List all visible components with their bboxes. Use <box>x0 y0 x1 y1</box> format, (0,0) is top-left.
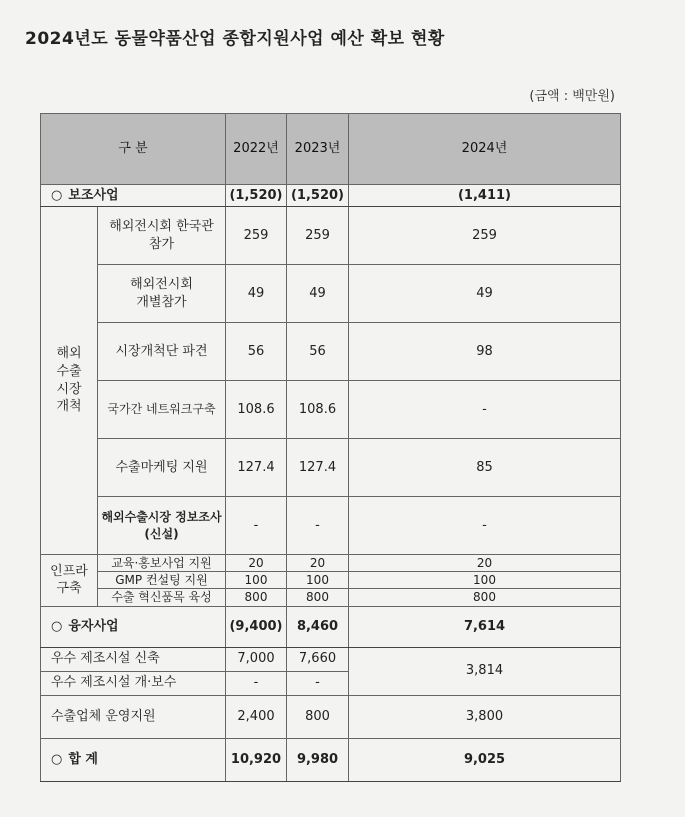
cell: 10,920 <box>226 738 287 781</box>
cell: 7,614 <box>349 606 621 647</box>
cell: 49 <box>287 265 349 323</box>
header-2022: 2022년 <box>226 114 287 185</box>
table-row <box>41 589 621 606</box>
table-row <box>41 555 621 572</box>
cell: 127.4 <box>226 439 287 497</box>
row-label: 수출 혁신품목 육성 <box>98 589 226 606</box>
row-label: 국가간 네트워크구축 <box>98 381 226 439</box>
cell: (1,520) <box>226 185 287 207</box>
cell: 800 <box>226 589 287 606</box>
row-label: 교육·홍보사업 지원 <box>98 555 226 572</box>
cell: 259 <box>349 207 621 265</box>
cell: 259 <box>226 207 287 265</box>
cell: 20 <box>226 555 287 572</box>
cell-merged-2024: 3,814 <box>349 647 621 695</box>
cell: 800 <box>349 589 621 606</box>
cell: 49 <box>349 265 621 323</box>
total-label: ○ 합 계 <box>41 738 226 781</box>
cell: 800 <box>287 695 349 738</box>
row-label: 수출업체 운영지원 <box>41 695 226 738</box>
section-loan-label: ○ 융자사업 <box>41 606 226 647</box>
circle-icon: ○ <box>51 751 63 767</box>
cell: 20 <box>287 555 349 572</box>
row-label: 시장개척단 파견 <box>98 323 226 381</box>
cell: - <box>287 671 349 695</box>
budget-table <box>40 113 621 782</box>
table-row <box>41 497 621 555</box>
cell: - <box>287 497 349 555</box>
row-label: 수출마케팅 지원 <box>98 439 226 497</box>
cell: (9,400) <box>226 606 287 647</box>
circle-icon: ○ <box>51 187 63 203</box>
cell: 127.4 <box>287 439 349 497</box>
cell: 7,000 <box>226 647 287 671</box>
group-export-label: 해외 수출 시장 개척 <box>41 207 98 555</box>
row-label: 해외전시회 개별참가 <box>98 265 226 323</box>
header-2024: 2024년 <box>349 114 621 185</box>
cell: 100 <box>226 572 287 589</box>
row-label: GMP 컨설팅 지원 <box>98 572 226 589</box>
cell: 108.6 <box>287 381 349 439</box>
cell: 49 <box>226 265 287 323</box>
row-label: 해외수출시장 정보조사 (신설) <box>98 497 226 555</box>
cell: 56 <box>287 323 349 381</box>
total-row <box>41 738 621 781</box>
cell: 100 <box>349 572 621 589</box>
row-label: 우수 제조시설 신축 <box>41 647 226 671</box>
table-row <box>41 572 621 589</box>
cell: 9,980 <box>287 738 349 781</box>
section-subsidy-row <box>41 185 621 207</box>
cell: - <box>349 381 621 439</box>
table-row <box>41 381 621 439</box>
cell: 108.6 <box>226 381 287 439</box>
row-label: 해외전시회 한국관 참가 <box>98 207 226 265</box>
cell: (1,520) <box>287 185 349 207</box>
cell: 800 <box>287 589 349 606</box>
cell: 20 <box>349 555 621 572</box>
cell: - <box>226 497 287 555</box>
header-category: 구 분 <box>41 114 226 185</box>
table-row <box>41 265 621 323</box>
circle-icon: ○ <box>51 618 63 634</box>
section-loan-row <box>41 606 621 647</box>
group-infra-label: 인프라 구축 <box>41 555 98 607</box>
cell: (1,411) <box>349 185 621 207</box>
cell: 259 <box>287 207 349 265</box>
cell: 85 <box>349 439 621 497</box>
cell: 100 <box>287 572 349 589</box>
table-row <box>41 647 621 671</box>
cell: - <box>349 497 621 555</box>
header-2023: 2023년 <box>287 114 349 185</box>
cell: 7,660 <box>287 647 349 671</box>
cell: 9,025 <box>349 738 621 781</box>
cell: 98 <box>349 323 621 381</box>
cell: 3,800 <box>349 695 621 738</box>
page-title: 2024년도 동물약품산업 종합지원사업 예산 확보 현황 <box>25 29 445 49</box>
header-row <box>41 114 621 185</box>
cell: 8,460 <box>287 606 349 647</box>
table-row <box>41 439 621 497</box>
section-subsidy-label: ○ 보조사업 <box>41 185 226 207</box>
unit-note: (금액 : 백만원) <box>529 89 615 104</box>
table-row <box>41 695 621 738</box>
table-row <box>41 207 621 265</box>
cell: 2,400 <box>226 695 287 738</box>
table-row <box>41 323 621 381</box>
cell: - <box>226 671 287 695</box>
cell: 56 <box>226 323 287 381</box>
row-label: 우수 제조시설 개·보수 <box>41 671 226 695</box>
